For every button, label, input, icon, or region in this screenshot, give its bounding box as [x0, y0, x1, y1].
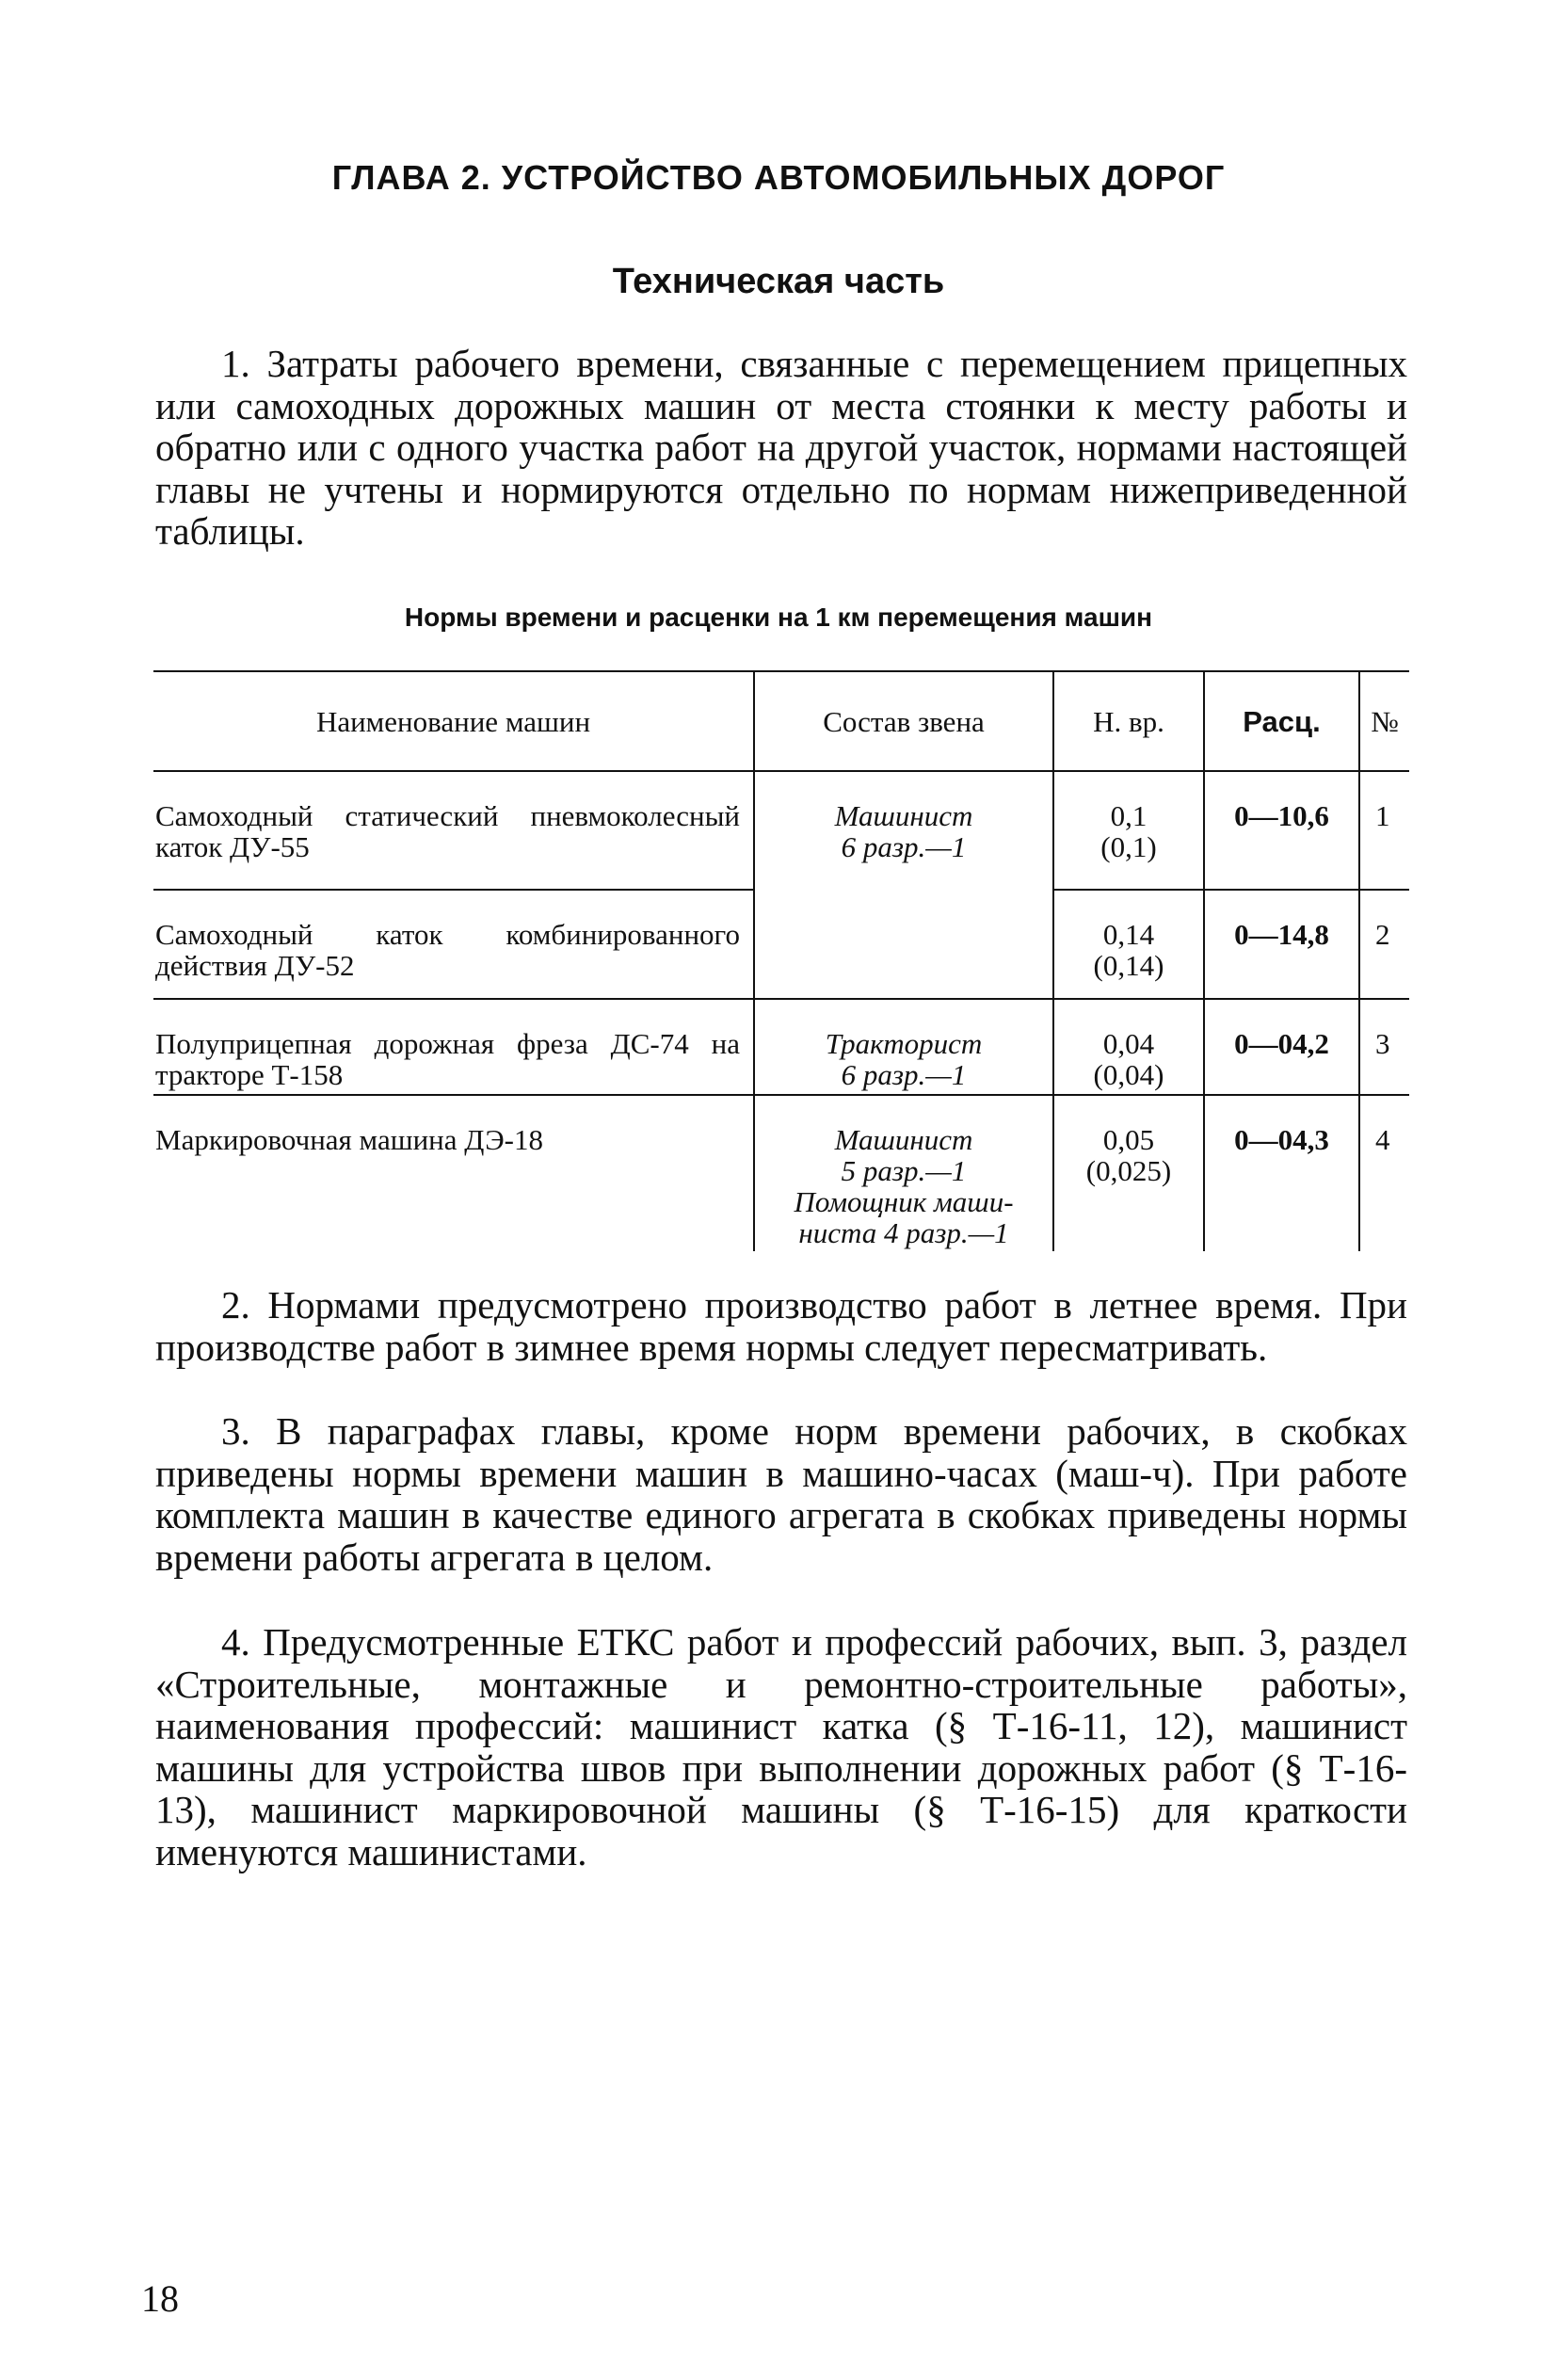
row-1-rate: 0—10,6 — [1204, 771, 1359, 890]
row-4-machine-name: Маркировочная машина ДЭ-18 — [153, 1095, 754, 1251]
table-row — [153, 1095, 1409, 1251]
row-3-time-line-2: (0,04) — [1093, 1058, 1164, 1091]
paragraph-4-text: 4. Предусмотренные ЕТКС работ и профессий рабочих, вып. 3, раздел «Строительные, монтажные и ремонтно-строительные работы», наименования профессий: машинист катка (§ Т-16-11, 12), машинист машины для устройства швов при выполнении дорожных работ (§ Т-16-13), машинист маркировочной машины (§ Т-16-15) для краткости именуются машинистами. — [155, 1620, 1407, 1873]
row-1-time-line-1: 0,1 — [1110, 799, 1148, 832]
row-1-time-norm — [1053, 771, 1204, 890]
paragraph-2-text: 2. Нормами предусмотрено производство работ в летнее время. При производстве работ в зимнее время нормы следует пересматривать. — [155, 1283, 1407, 1369]
row-3-crew — [754, 999, 1053, 1095]
row-1-time-line-2: (0,1) — [1100, 830, 1157, 863]
paragraph-2 — [155, 1284, 1407, 1368]
paragraph-1 — [155, 343, 1407, 553]
table-row — [153, 999, 1409, 1095]
row-3-crew-line-2: 6 разр.—1 — [841, 1058, 967, 1091]
page-number: 18 — [141, 2277, 179, 2320]
paragraph-1-text: 1. Затраты рабочего времени, связанные с перемещением прицепных или самоходных дорожных машин от места стоянки к месту работы и обратно или с одного участка работ на другой участок, нормами настоящей главы не учтены и нормируются отдельно по нормам нижеприведенной таблицы. — [155, 342, 1407, 553]
header-machine-name: Наименование машин — [153, 671, 754, 771]
row-1-number: 1 — [1359, 771, 1409, 890]
row-4-time-line-1: 0,05 — [1102, 1123, 1155, 1156]
row-4-crew-line-1: Машинист — [834, 1123, 973, 1156]
section-title: Техническая часть — [612, 262, 945, 301]
row-1-crew-line-1: Машинист — [834, 799, 973, 832]
row-2-number: 2 — [1359, 890, 1409, 999]
header-crew: Состав звена — [754, 671, 1053, 771]
row-3-number: 3 — [1359, 999, 1409, 1095]
row-2-time-norm — [1053, 890, 1204, 999]
table-caption: Нормы времени и расценки на 1 км перемещения машин — [404, 603, 1153, 632]
row-4-crew-line-3: Помощник маши- — [794, 1185, 1014, 1218]
row-4-rate: 0—04,3 — [1204, 1095, 1359, 1251]
row-3-time-line-1: 0,04 — [1102, 1027, 1155, 1060]
header-rate: Расц. — [1204, 671, 1359, 771]
row-1-machine-name: Самоходный статический пневмоколесный каток ДУ-55 — [155, 799, 740, 863]
row-4-crew-line-2: 5 разр.—1 — [841, 1154, 967, 1187]
paragraph-3-text: 3. В параграфах главы, кроме норм времени рабочих, в скобках приведены нормы времени машин в машино-часах (маш-ч). При работе комплекта машин в качестве единого агрегата в скобках приведены нормы времени работы агрегата в целом. — [155, 1409, 1407, 1579]
row-3-crew-line-1: Тракторист — [825, 1027, 983, 1060]
row-2-machine-name: Самоходный каток комбинированного действия ДУ-52 — [153, 890, 754, 999]
row-4-crew — [754, 1095, 1053, 1251]
header-time-norm: Н. вр. — [1053, 671, 1204, 771]
paragraph-3 — [155, 1410, 1407, 1578]
row-3-rate: 0—04,2 — [1204, 999, 1359, 1095]
row-3-machine-name: Полуприцепная дорожная фреза ДС-74 на тракторе Т-158 — [153, 999, 754, 1095]
chapter-title: ГЛАВА 2. УСТРОЙСТВО АВТОМОБИЛЬНЫХ ДОРОГ — [331, 158, 1226, 197]
row-4-number: 4 — [1359, 1095, 1409, 1251]
row-4-time-line-2: (0,025) — [1085, 1154, 1172, 1187]
table-row — [153, 771, 1409, 890]
row-4-crew-line-4: ниста 4 разр.—1 — [798, 1216, 1009, 1249]
row-2-rate: 0—14,8 — [1204, 890, 1359, 999]
row-2-time-line-2: (0,14) — [1093, 949, 1164, 982]
row-4-time-norm — [1053, 1095, 1204, 1251]
row-1-crew-line-2: 6 разр.—1 — [841, 830, 967, 863]
row-3-time-norm — [1053, 999, 1204, 1095]
row-2-time-line-1: 0,14 — [1102, 918, 1155, 951]
norms-table — [153, 670, 1409, 1251]
paragraph-4 — [155, 1621, 1407, 1873]
header-number: № — [1359, 671, 1409, 771]
row-1-crew — [754, 771, 1053, 999]
table-header-row — [153, 671, 1409, 771]
